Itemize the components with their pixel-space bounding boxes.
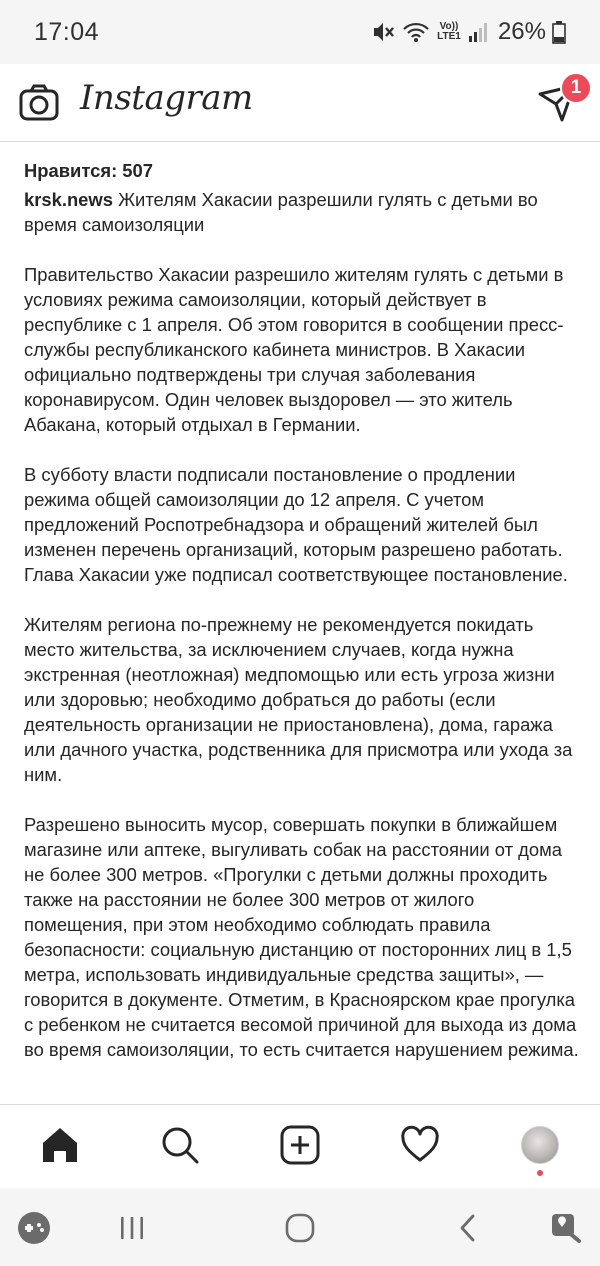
system-nav-bar [0, 1188, 600, 1266]
profile-notification-dot [537, 1170, 543, 1176]
search-icon[interactable] [158, 1123, 202, 1167]
dm-badge: 1 [560, 72, 592, 104]
recent-apps-icon[interactable] [112, 1208, 152, 1248]
screenshot-edit-icon[interactable] [546, 1208, 586, 1248]
wifi-icon [402, 21, 430, 43]
caption-paragraph: В субботу власти подписали постановление о продлении режима общей самоизоляции до 12 апреля. С учетом предложений Роспотребнадзора и обращений жителей был изменен перечень организаций, которым разрешено работать. Глава Хакасии уже подписал соответствующее постановление. [24, 464, 568, 585]
home-button-icon[interactable] [280, 1208, 320, 1248]
battery-percent: 26% [497, 18, 546, 45]
likes-count[interactable]: Нравится: 507 [24, 160, 153, 181]
status-icons [372, 18, 566, 46]
bottom-nav [0, 1104, 600, 1188]
post-content [24, 158, 580, 1087]
caption-title [24, 187, 580, 237]
mute-icon [372, 21, 396, 43]
game-launcher-icon[interactable] [14, 1208, 54, 1248]
camera-icon[interactable] [18, 82, 60, 124]
new-post-icon[interactable] [278, 1123, 322, 1167]
caption-paragraph: Разрешено выносить мусор, совершать покупки в ближайшем магазине или аптеке, выгуливать собак на расстоянии от дома не более 300 метров. «Прогулки с детьми должны проходить также на расстоянии не более 300 метров от жилого помещения, при этом необходимо соблюдать правила безопасности: социальную дистанцию от посторонних лиц в 1,5 метра, использовать индивидуальные средства защиты», — говорится в документе. Отметим, в Красноярском крае прогулка с ребенком не считается весомой причиной для выхода из дома во время самоизоляции, то есть считается нарушением режима. [24, 814, 579, 1060]
avatar [521, 1126, 559, 1164]
activity-heart-icon[interactable] [398, 1123, 442, 1167]
app-header [0, 64, 600, 142]
home-icon[interactable] [38, 1123, 82, 1167]
network-type-label: Vo)) LTE1 [437, 21, 461, 42]
status-bar [0, 0, 600, 64]
caption-paragraph: Правительство Хакасии разрешило жителям гулять с детьми в условиях режима самоизоляции, который действует в республике с 1 апреля. Об этом говорится в сообщении пресс-службы республиканского кабинета министров. В Хакасии официально подтверждены три случая заболевания коронавирусом. Один человек выздоровел — это житель Абакана, который отдыхал в Германии. [24, 264, 564, 435]
username-link[interactable]: krsk.news [24, 189, 113, 210]
back-icon[interactable] [448, 1208, 488, 1248]
instagram-logo: Instagram [80, 78, 253, 118]
profile-avatar[interactable] [518, 1123, 562, 1167]
caption-paragraph: Жителям региона по-прежнему не рекомендуется покидать место жительства, за исключением случаев, когда нужна экстренная (неотложная) медпомощью или есть угроза жизни или здоровью; необходимо добраться до работы (если деятельность организации не приостановлена), дома, гаража или дачного участка, родственника для присмотра или ухода за ним. [24, 614, 573, 785]
signal-icon [468, 21, 488, 43]
status-time: 17:04 [34, 17, 100, 46]
battery-icon [552, 20, 566, 44]
caption-title-text: Жителям Хакасии разрешили гулять с детьми во время самоизоляции [24, 189, 538, 235]
post-caption [24, 187, 580, 1062]
